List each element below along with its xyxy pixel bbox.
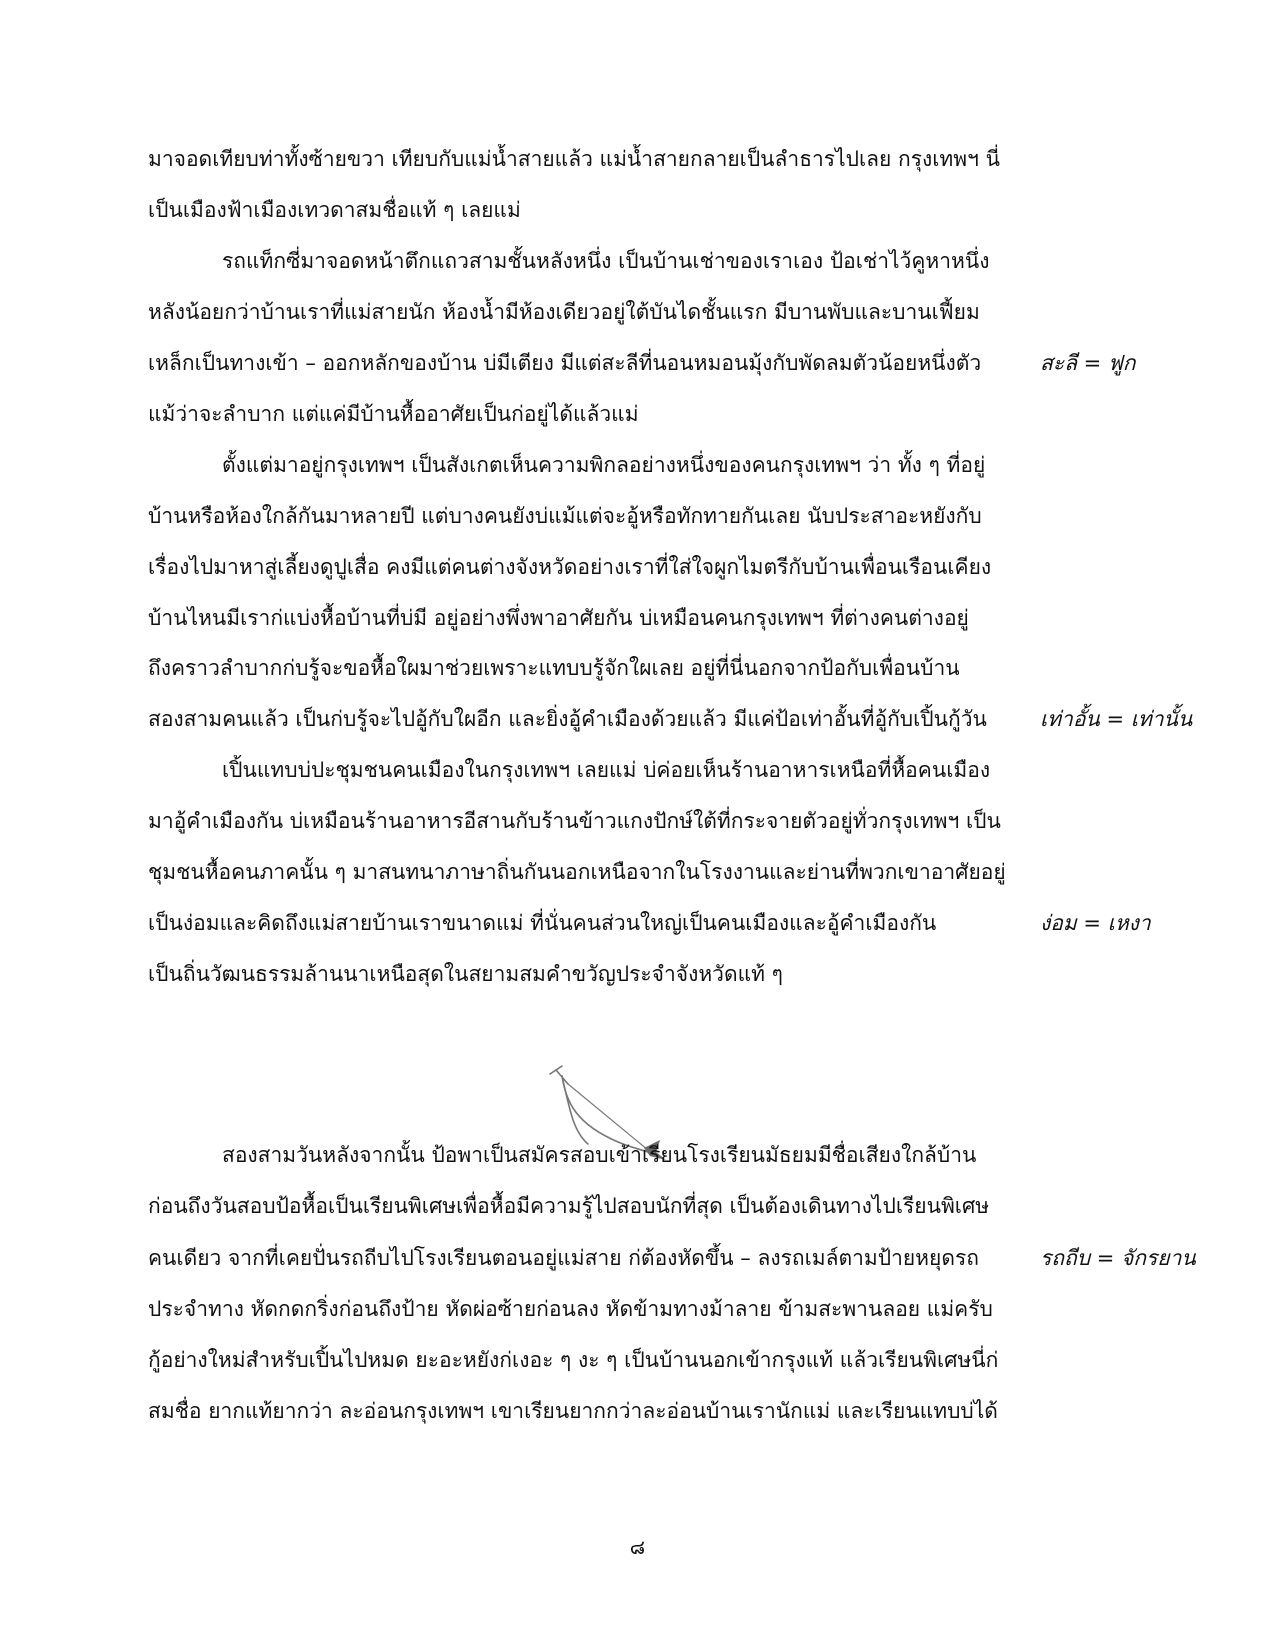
- margin-gloss: เท่าอั้น = เท่านั้น: [1040, 707, 1193, 731]
- body-line: ถึงคราวลำบากก่บรู้จะขอหื้อใผมาช่วยเพราะแทบบรู้จักใผเลย อยู่ที่นี่นอกจากป้อกับเพื่อนบ้าน: [148, 656, 960, 680]
- body-line: บ้านหรือห้องใกล้กันมาหลายปี แต่บางคนยังบ่แม้แต่จะอู้หรือทักทายกันเลย นับประสาอะหยังกับ: [148, 504, 982, 528]
- body-line: หลังน้อยกว่าบ้านเราที่แม่สายนัก ห้องน้ำมีห้องเดียวอยู่ใต้บันไดชั้นแรก มีบานพับและบานเฟี้ยม: [148, 300, 980, 324]
- body-line: มาจอดเทียบท่าทั้งซ้ายขวา เทียบกับแม่น้ำสายแล้ว แม่น้ำสายกลายเป็นลำธารไปเลย กรุงเทพฯ นี่: [148, 147, 1000, 171]
- body-line: เรื่องไปมาหาสู่เลี้ยงดูปูเสื่อ คงมีแต่คนต่างจังหวัดอย่างเราที่ใส่ใจผูกไมตรีกับบ้านเพื่อนเรือนเคียง: [148, 555, 992, 579]
- body-line: ตั้งแต่มาอยู่กรุงเทพฯ เป็นสังเกตเห็นความพิกลอย่างหนึ่งของคนกรุงเทพฯ ว่า ทั้ง ๆ ที่อยู่: [222, 453, 986, 477]
- body-line: ก่อนถึงวันสอบป้อหื้อเป็นเรียนพิเศษเพื่อหื้อมีความรู้ไปสอบนักที่สุด เป็นต้องเดินทางไปเรียนพิเศษ: [148, 1194, 990, 1218]
- margin-gloss: สะลี = ฟูก: [1040, 351, 1136, 375]
- body-line: เป็นเมืองฟ้าเมืองเทวดาสมชื่อแท้ ๆ เลยแม่: [148, 198, 521, 222]
- body-line: กู้อย่างใหม่สำหรับเปิ้นไปหมด ยะอะหยังก่เงอะ ๆ งะ ๆ เป็นบ้านนอกเข้ากรุงแท้ แล้วเรียนพิเศษนี่ก่: [148, 1348, 999, 1372]
- body-line: เป็นง่อมและคิดถึงแม่สายบ้านเราขนาดแม่ ที่นั่นคนส่วนใหญ่เป็นคนเมืองและอู้คำเมืองกัน: [148, 911, 937, 935]
- body-line: เป็นถิ่นวัฒนธรรมล้านนาเหนือสุดในสยามสมคำขวัญประจำจังหวัดแท้ ๆ: [148, 962, 783, 986]
- page-number: ๘: [629, 1535, 646, 1559]
- body-line: ชุมชนหื้อคนภาคนั้น ๆ มาสนทนาภาษาถิ่นกันนอกเหนือจากในโรงงานและย่านที่พวกเขาอาศัยอยู่: [148, 860, 1006, 884]
- margin-gloss: รถถีบ = จักรยาน: [1040, 1246, 1196, 1270]
- body-line: คนเดียว จากที่เคยปั่นรถถีบไปโรงเรียนตอนอยู่แม่สาย ก่ต้องหัดขึ้น – ลงรถเมล์ตามป้ายหยุดรถ: [148, 1246, 979, 1270]
- body-line: ประจำทาง หัดกดกริ่งก่อนถึงป้าย หัดผ่อซ้ายก่อนลง หัดข้ามทางม้าลาย ข้ามสะพานลอย แม่ครับ: [148, 1297, 993, 1321]
- body-line: มาอู้คำเมืองกัน บ่เหมือนร้านอาหารอีสานกับร้านข้าวแกงปักษ์ใต้ที่กระจายตัวอยู่ทั่วกรุงเทพฯ เป็น: [148, 809, 1001, 833]
- margin-gloss: ง่อม = เหงา: [1040, 911, 1151, 935]
- body-line: สองสามวันหลังจากนั้น ป้อพาเป็นสมัครสอบเข้าเรียนโรงเรียนมัธยมมีชื่อเสียงใกล้บ้าน: [222, 1143, 977, 1167]
- body-line: แม้ว่าจะลำบาก แต่แค่มีบ้านหื้ออาศัยเป็นก่อยู่ได้แล้วแม่: [148, 402, 639, 426]
- body-line: เปิ้นแทบบ่ปะชุมชนคนเมืองในกรุงเทพฯ เลยแม่ บ่ค่อยเห็นร้านอาหารเหนือที่หื้อคนเมือง: [222, 758, 991, 782]
- body-line: สมชื่อ ยากแท้ยากว่า ละอ่อนกรุงเทพฯ เขาเรียนยากกว่าละอ่อนบ้านเรานักแม่ และเรียนแทบบ่ได้: [148, 1399, 998, 1423]
- body-line: บ้านไหนมีเราก่แบ่งหื้อบ้านที่บ่มี อยู่อย่างพึ่งพาอาศัยกัน บ่เหมือนคนกรุงเทพฯ ที่ต่างคนต่างอยู่: [148, 606, 969, 630]
- body-line: เหล็กเป็นทางเข้า – ออกหลักของบ้าน บ่มีเตียง มีแต่สะลีที่นอนหมอนมุ้งกับพัดลมตัวน้อยหนึ่งตัว: [148, 351, 982, 375]
- body-line: สองสามคนแล้ว เป็นก่บรู้จะไปอู้กับใผอีก และยิ่งอู้คำเมืองด้วยแล้ว มีแค่ป้อเท่าอั้นที่อู้กับเปิ้นกู้วัน: [148, 707, 987, 731]
- body-line: รถแท็กซี่มาจอดหน้าตึกแถวสามชั้นหลังหนึ่ง เป็นบ้านเช่าของเราเอง ป้อเช่าไว้คูหาหนึ่ง: [222, 249, 990, 273]
